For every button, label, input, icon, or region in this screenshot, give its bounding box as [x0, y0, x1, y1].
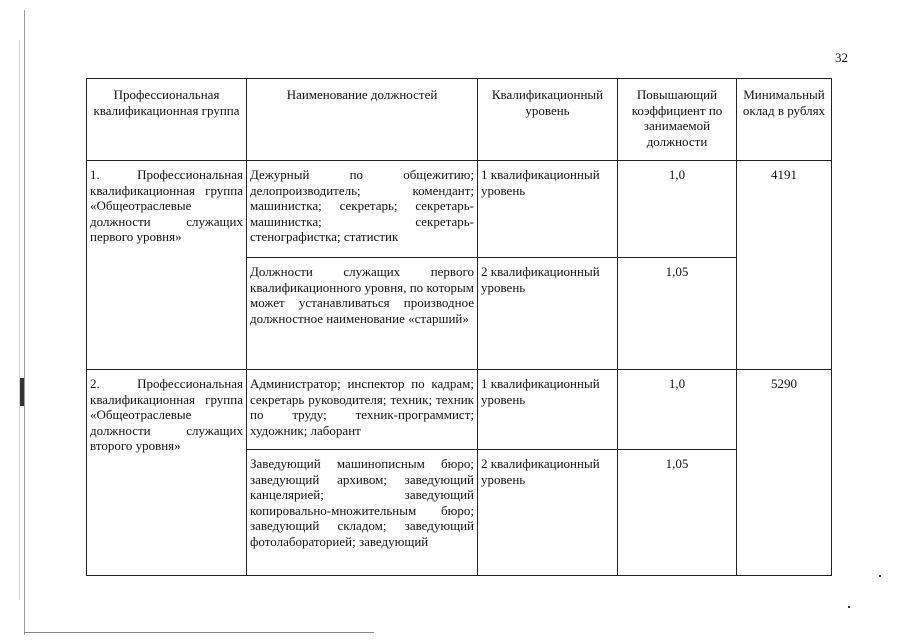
header-group: Профессиональная квалификационная группа: [87, 79, 247, 161]
header-salary: Минимальный оклад в рублях: [737, 79, 832, 161]
coef-cell: 1,0: [618, 370, 737, 450]
group-cell: [87, 161, 247, 370]
level-cell: 2 квалификационный уровень: [478, 258, 618, 370]
header-level: Квалификационный уровень: [478, 79, 618, 161]
positions-cell: Заведующий машинописным бюро; заведующий архивом; заведующий канцелярией; заведующий копировально-множительным бюро; заведующий складом; заведующий фотолабораторией; заведующий: [247, 450, 478, 576]
page-number: 32: [835, 50, 848, 65]
header-positions: Наименование должностей: [247, 79, 478, 161]
level-cell: 1 квалификационный уровень: [478, 370, 618, 450]
table-row: [87, 370, 832, 450]
coef-cell: 1,05: [618, 258, 737, 370]
table-row: [87, 161, 832, 258]
level-cell: 1 квалификационный уровень: [478, 161, 618, 258]
positions-cell: Должности служащих первого квалификационного уровня, по которым может устанавливаться производное должностное наименование «старший»: [247, 258, 478, 370]
group-number-title: 2. Профессиональная: [90, 376, 243, 391]
salary-cell: 5290: [737, 370, 832, 576]
level-cell: 2 квалификационный уровень: [478, 450, 618, 576]
scan-edge-line: [24, 10, 25, 635]
scan-bottom-line: [24, 632, 374, 633]
positions-cell: Администратор; инспектор по кадрам; секретарь руководителя; техник; техник по труду; техник-программист; художник; лаборант: [247, 370, 478, 450]
group-number-title: 1. Профессиональная: [90, 167, 243, 182]
scan-edge-mark: [20, 378, 24, 406]
header-row: [87, 79, 832, 161]
group-title: квалификационная группа «Общеотраслевые должности служащих первого уровня»: [90, 182, 243, 244]
positions-cell: Дежурный по общежитию; делопроизводитель; комендант; машинистка; секретарь; секретарь-машинистка; секретарь-стенографистка; статистик: [247, 161, 478, 258]
scan-edge-line-light: [19, 40, 20, 600]
coef-cell: 1,05: [618, 450, 737, 576]
qualification-table: [86, 78, 832, 576]
scan-speck: [848, 606, 850, 608]
group-cell: [87, 370, 247, 576]
salary-cell: 4191: [737, 161, 832, 370]
scan-speck: [879, 575, 881, 577]
coef-cell: 1,0: [618, 161, 737, 258]
group-title: квалификационная группа «Общеотраслевые должности служащих второго уровня»: [90, 391, 243, 453]
header-coef: Повышающий коэффициент по занимаемой должности: [618, 79, 737, 161]
